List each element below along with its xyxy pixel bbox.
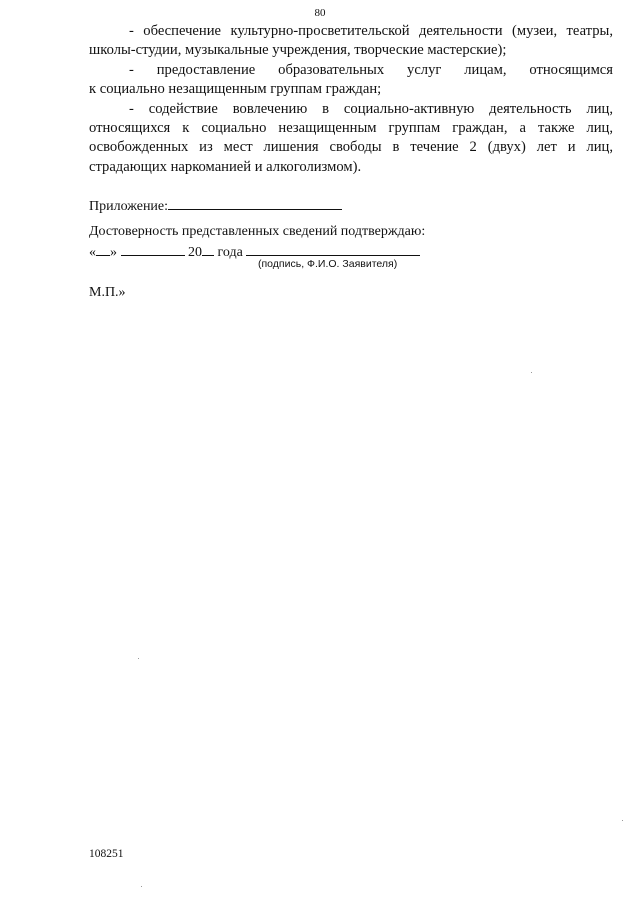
appendix-line xyxy=(89,195,342,215)
paragraph-2-rest: к социально незащищенным группам граждан; xyxy=(89,81,382,98)
year-prefix: 20 xyxy=(188,245,202,260)
scan-speck xyxy=(141,886,142,887)
year-suffix: года xyxy=(217,245,243,260)
confirmation-text: Достоверность представленных сведений подтверждаю: xyxy=(89,224,426,239)
year-blank xyxy=(202,241,214,256)
appendix-label: Приложение: xyxy=(89,199,169,214)
scan-speck xyxy=(138,658,139,659)
body-text xyxy=(89,22,613,177)
document-code: 108251 xyxy=(89,848,124,860)
scan-speck xyxy=(622,820,623,821)
paragraph-1-line-1: - обеспечение культурно-просветительской деятельности (музеи, театры, xyxy=(129,23,613,39)
paragraph-3: - содействие вовлечению в социально-активную деятельность лиц, относящихся к социально незащищенным группам граждан, а также лиц, освобожденных из мест лишения свободы в течение 2 (двух) лет и лиц, страдающих наркоманией и алкоголизмом). xyxy=(89,100,613,175)
confirmation-block xyxy=(89,222,425,262)
month-blank xyxy=(121,241,185,256)
signature-caption: (подпись, Ф.И.О. Заявителя) xyxy=(258,258,398,270)
day-blank xyxy=(96,241,110,256)
paragraph-1-rest: школы-студии, музыкальные учреждения, творческие мастерские); xyxy=(89,42,507,59)
scan-speck xyxy=(531,372,532,373)
date-close-quote: » xyxy=(110,245,117,260)
signature-blank xyxy=(246,241,420,256)
appendix-blank xyxy=(168,195,342,210)
paragraph-2-line-1: - предоставление образовательных услуг лицам, относящимся xyxy=(129,61,613,78)
date-open-quote: « xyxy=(89,245,96,260)
page-number: 80 xyxy=(314,7,326,19)
stamp-label: М.П.» xyxy=(89,285,126,300)
